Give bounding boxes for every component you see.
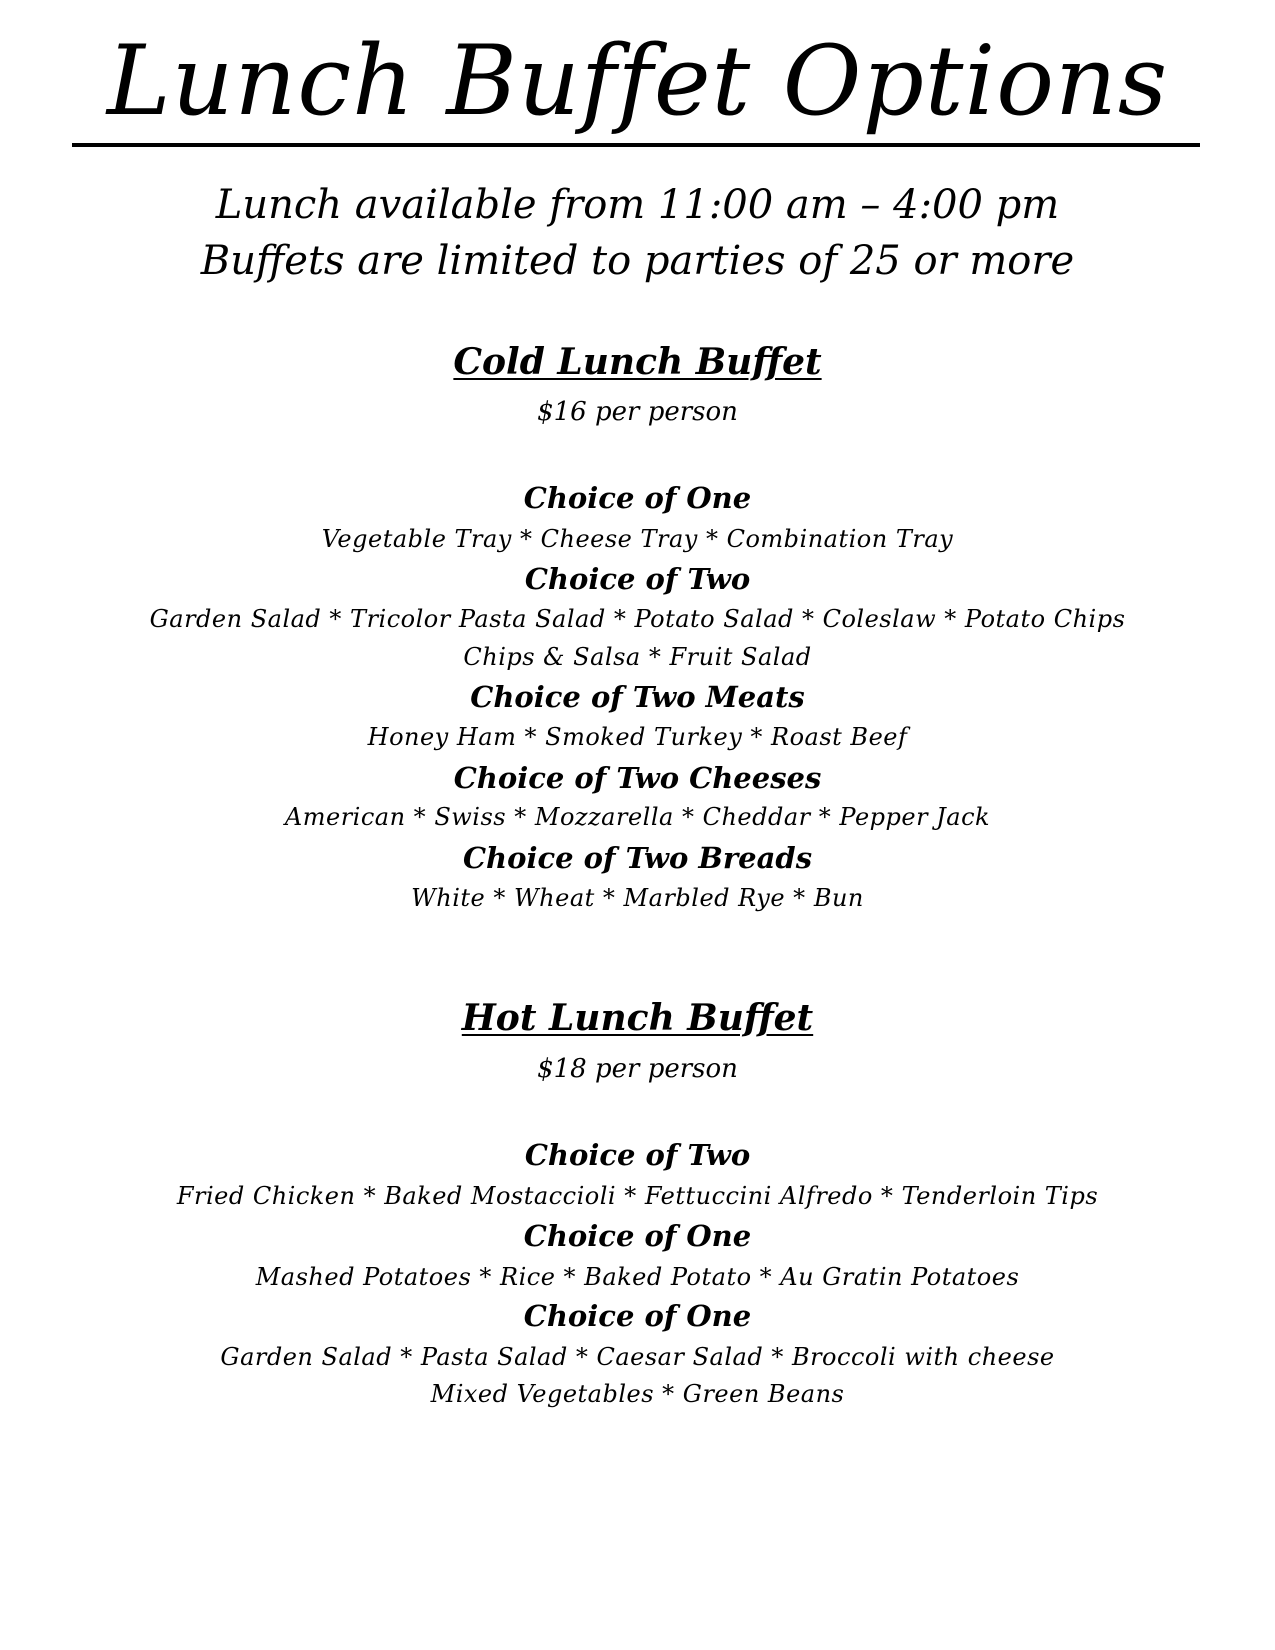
page-title: Lunch Buffet Options [106,25,1169,137]
cold-group-3-label: Choice of Two Meats [470,680,805,714]
hot-group-1-label: Choice of Two [524,1138,751,1172]
party-size-note: Buffets are limited to parties of 25 or more [200,238,1075,284]
cold-group-3-items: Honey Ham * Smoked Turkey * Roast Beef [367,723,908,751]
cold-group-1-items: Vegetable Tray * Cheese Tray * Combination Tray [321,525,954,553]
cold-buffet-price: $16 per person [537,397,738,427]
cold-group-4-label: Choice of Two Cheeses [453,761,822,795]
hot-group-3-items: Garden Salad * Pasta Salad * Caesar Salad * Broccoli with cheese [220,1343,1055,1371]
cold-group-1-label: Choice of One [523,481,752,515]
cold-group-2-label: Choice of Two [524,562,751,596]
hot-group-1-items: Fried Chicken * Baked Mostaccioli * Fettuccini Alfredo * Tenderloin Tips [176,1182,1099,1210]
hot-group-2-label: Choice of One [523,1219,752,1253]
lunch-hours: Lunch available from 11:00 am – 4:00 pm [215,182,1060,228]
cold-buffet-heading-text: Cold Lunch Buffet [453,341,822,383]
cold-group-5-label: Choice of Two Breads [462,841,813,875]
cold-group-5-items: White * Wheat * Marbled Rye * Bun [411,884,864,912]
title-underline [72,143,1200,147]
cold-group-4-items: American * Swiss * Mozzarella * Cheddar * Pepper Jack [284,803,991,831]
hot-group-3-label: Choice of One [523,1299,752,1333]
cold-group-2-items: Garden Salad * Tricolor Pasta Salad * Potato Salad * Coleslaw * Potato Chips [149,605,1126,633]
hot-group-3-items-cont: Mixed Vegetables * Green Beans [430,1380,845,1408]
hot-buffet-price: $18 per person [537,1054,738,1084]
cold-group-2-items-cont: Chips & Salsa * Fruit Salad [463,643,812,671]
hot-buffet-heading-text: Hot Lunch Buffet [461,997,814,1039]
hot-buffet-heading [0,996,1275,1040]
hot-group-2-items: Mashed Potatoes * Rice * Baked Potato * Au Gratin Potatoes [255,1263,1020,1291]
cold-buffet-heading [0,340,1275,384]
